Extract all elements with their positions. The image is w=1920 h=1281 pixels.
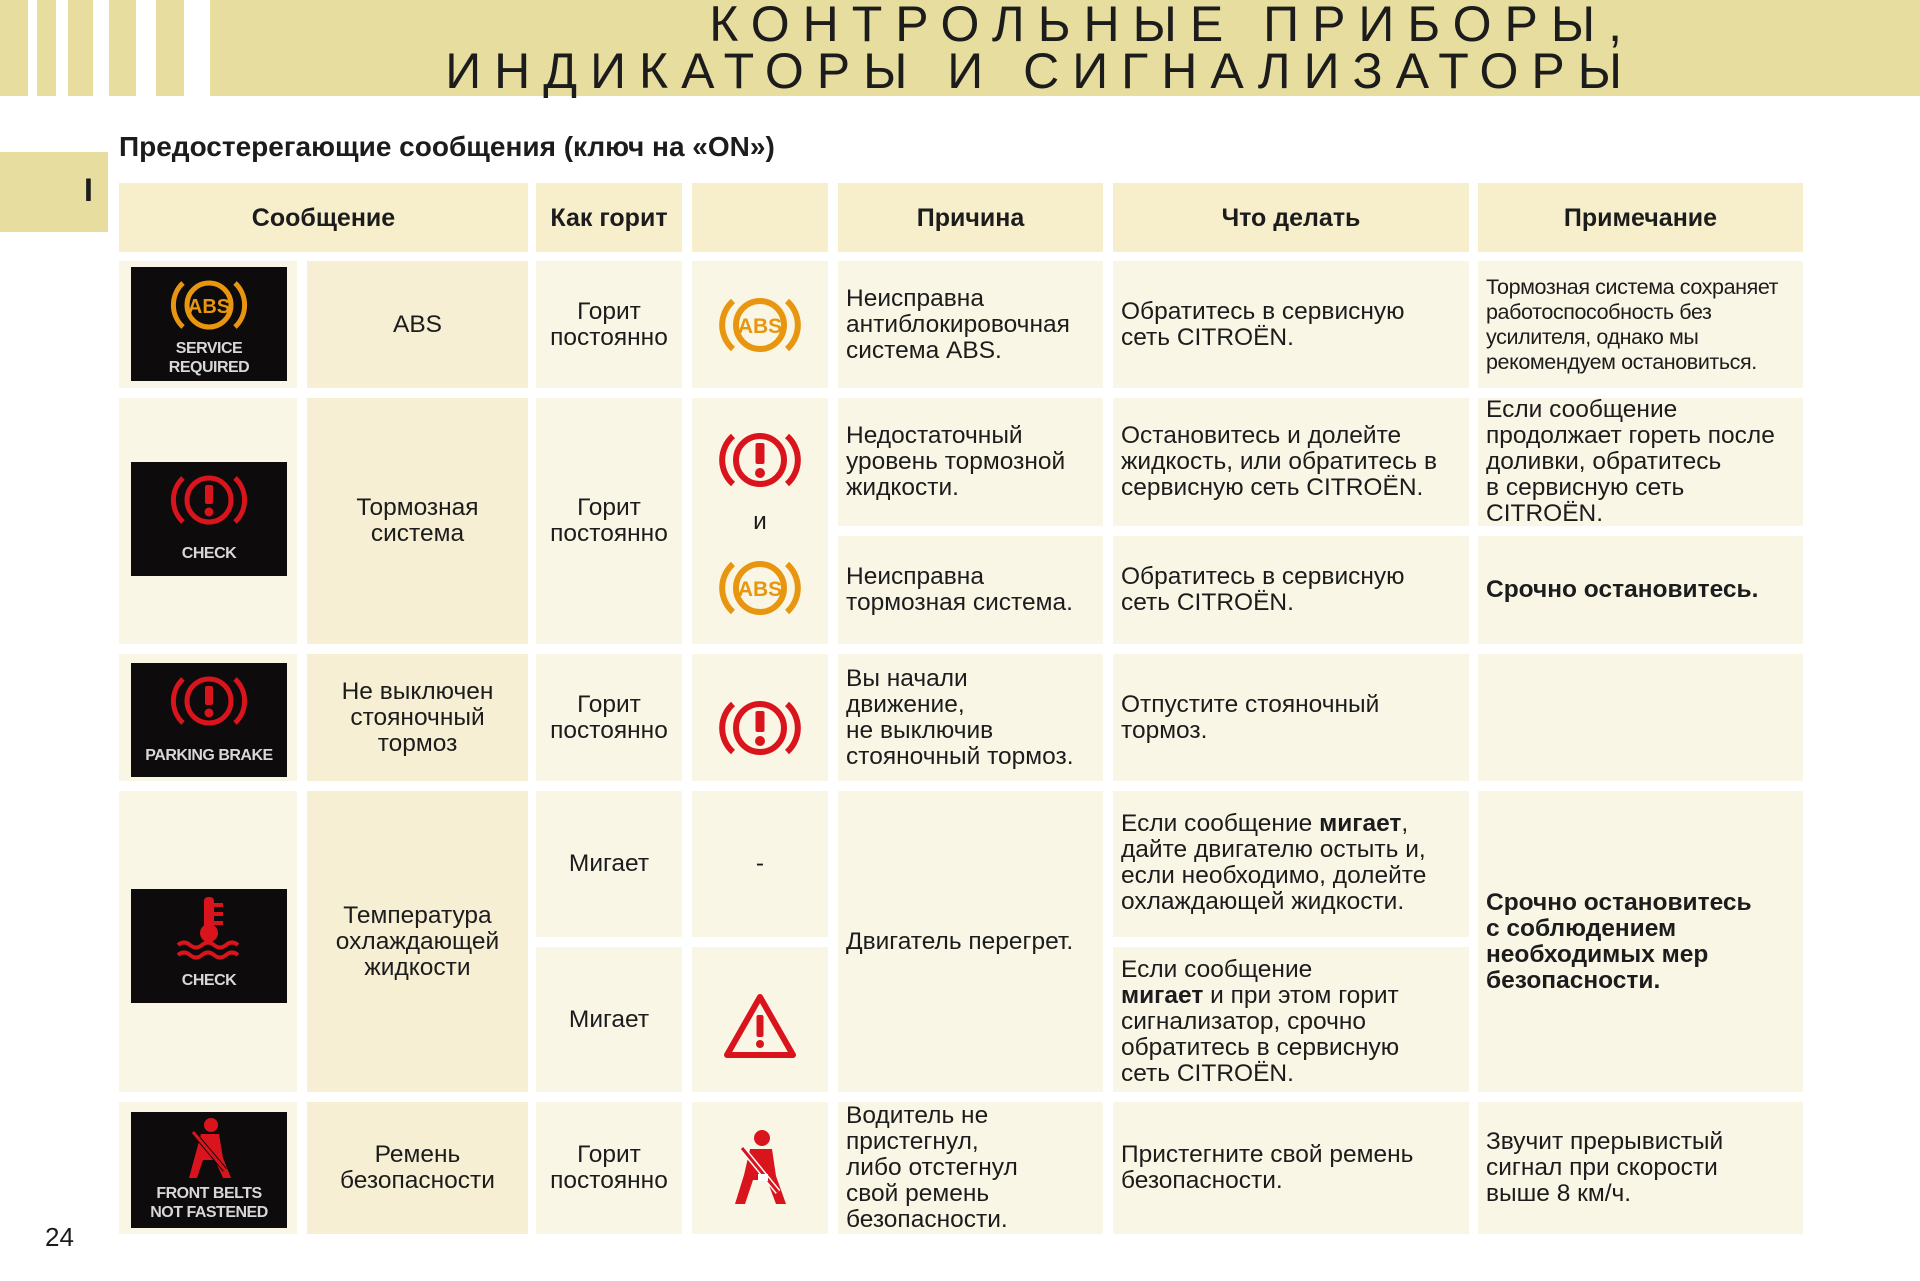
abs-icon (717, 290, 803, 360)
column-header-note: Примечание (1478, 183, 1803, 252)
section-tab (0, 152, 108, 232)
action-text (1113, 791, 1469, 937)
dash-display-text: FRONT BELTS NOT FASTENED (150, 1185, 268, 1221)
section-subtitle: Предостерегающие сообщения (ключ на «ON») (119, 131, 775, 162)
column-header-telltale (692, 183, 828, 252)
action-text-part: Если сообщение (1121, 956, 1313, 983)
page-title (240, 0, 1920, 99)
action-text-part: и при этом горит сигнализатор, срочно обратитесь в сервисную сеть CITROËN. (1121, 982, 1400, 1087)
brake-warning-icon (167, 468, 251, 532)
message-name: Тормозная система (307, 398, 528, 644)
telltale-cell (692, 947, 828, 1092)
display-cell (119, 398, 297, 644)
how-lit: Мигает (536, 947, 682, 1092)
warning-triangle-icon (723, 993, 797, 1059)
message-name: ABS (307, 261, 528, 388)
how-lit: Горит постоянно (536, 398, 682, 644)
action-text-emphasis: мигает (1121, 982, 1204, 1009)
note-text: Звучит прерывистый сигнал при скорости выше 8 км/ч. (1478, 1102, 1803, 1234)
column-header-how-lit: Как горит (536, 183, 682, 252)
column-header-action: Что делать (1113, 183, 1469, 252)
action-text-body (1121, 811, 1463, 915)
page-title-line-2: ИНДИКАТОРЫ И СИГНАЛИЗАТОРЫ (445, 43, 1635, 99)
action-text: Обратитесь в сервисную сеть CITROËN. (1113, 261, 1469, 388)
dash-display-brake-check (131, 462, 287, 576)
action-text-body (1121, 957, 1463, 1087)
header-stripe (56, 0, 68, 96)
dash-display-coolant (131, 889, 287, 1003)
action-text: Отпустите стояночный тормоз. (1113, 654, 1469, 781)
page-number: 24 (45, 1222, 74, 1252)
telltale-connector: и (753, 508, 767, 535)
page-title-line-1: КОНТРОЛЬНЫЕ ПРИБОРЫ, (709, 0, 1635, 52)
abs-icon (717, 553, 803, 623)
note-text: Если сообщение продолжает гореть после доливки, обратитесь в сервисную сеть CITROËN. (1478, 398, 1803, 526)
message-name: Не выключен стояночный тормоз (307, 654, 528, 781)
note-text: Срочно остановитесь с соблюдением необходимых мер безопасности. (1478, 791, 1803, 1092)
brake-warning-icon (717, 693, 803, 763)
svg-text:ABS: ABS (737, 314, 783, 338)
telltale-cell (692, 261, 828, 388)
cause-text: Неисправна антиблокировочная система ABS. (838, 261, 1103, 388)
header-stripe (184, 0, 210, 96)
svg-text:ABS: ABS (187, 296, 231, 318)
telltale-none: - (692, 791, 828, 937)
dash-display-text: CHECK (181, 972, 237, 989)
message-name: Температура охлаждающей жидкости (307, 791, 528, 1092)
display-cell (119, 261, 297, 388)
display-cell (119, 1102, 297, 1234)
seatbelt-icon (726, 1128, 794, 1208)
dash-display-text: CHECK (181, 545, 237, 562)
action-text-part: Если сообщение (1121, 810, 1320, 837)
how-lit: Горит постоянно (536, 1102, 682, 1234)
section-tab-label: I (84, 172, 93, 208)
display-cell (119, 654, 297, 781)
action-text-emphasis: мигает (1319, 810, 1402, 837)
how-lit: Горит постоянно (536, 261, 682, 388)
action-text-part: , дайте двигателю остыть и, если необходимо, долейте охлаждающей жидкости. (1121, 810, 1427, 915)
column-header-message: Сообщение (119, 183, 528, 252)
how-lit: Горит постоянно (536, 654, 682, 781)
cause-text: Вы начали движение, не выключив стояночный тормоз. (838, 654, 1103, 781)
dash-display-text: SERVICE REQUIRED (168, 340, 250, 376)
coolant-temperature-icon (174, 893, 244, 963)
telltale-cell (692, 1102, 828, 1234)
dash-display-text: PARKING BRAKE (145, 747, 273, 764)
message-name: Ремень безопасности (307, 1102, 528, 1234)
action-text (1113, 947, 1469, 1092)
dash-display-seatbelt (131, 1112, 287, 1228)
action-text: Пристегните свой ремень безопасности. (1113, 1102, 1469, 1234)
header-stripe (136, 0, 156, 96)
telltale-cell (692, 654, 828, 781)
brake-warning-icon (717, 425, 803, 495)
cause-text: Водитель не пристегнул, либо отстегнул свой ремень безопасности. (838, 1102, 1103, 1234)
telltale-cell (692, 398, 828, 644)
column-header-cause: Причина (838, 183, 1103, 252)
abs-icon (167, 273, 251, 337)
action-text: Остановитесь и долейте жидкость, или обратитесь в сервисную сеть CITROËN. (1113, 398, 1469, 526)
dash-display-parking-brake (131, 663, 287, 777)
cause-text: Двигатель перегрет. (838, 791, 1103, 1092)
note-text: Срочно остановитесь. (1478, 536, 1803, 644)
cause-text: Неисправна тормозная система. (838, 536, 1103, 644)
display-cell (119, 791, 297, 1092)
how-lit: Мигает (536, 791, 682, 937)
note-text: Тормозная система сохраняет работоспособность без усилителя, однако мы рекомендуем остановиться. (1478, 261, 1803, 388)
note-text (1478, 654, 1803, 781)
header-stripe (93, 0, 109, 96)
header-stripe (28, 0, 37, 96)
brake-warning-icon (167, 669, 251, 733)
svg-text:ABS: ABS (737, 578, 783, 601)
action-text: Обратитесь в сервисную сеть CITROËN. (1113, 536, 1469, 644)
cause-text: Недостаточный уровень тормозной жидкости. (838, 398, 1103, 526)
seatbelt-icon (179, 1116, 239, 1182)
dash-display-abs (131, 267, 287, 381)
